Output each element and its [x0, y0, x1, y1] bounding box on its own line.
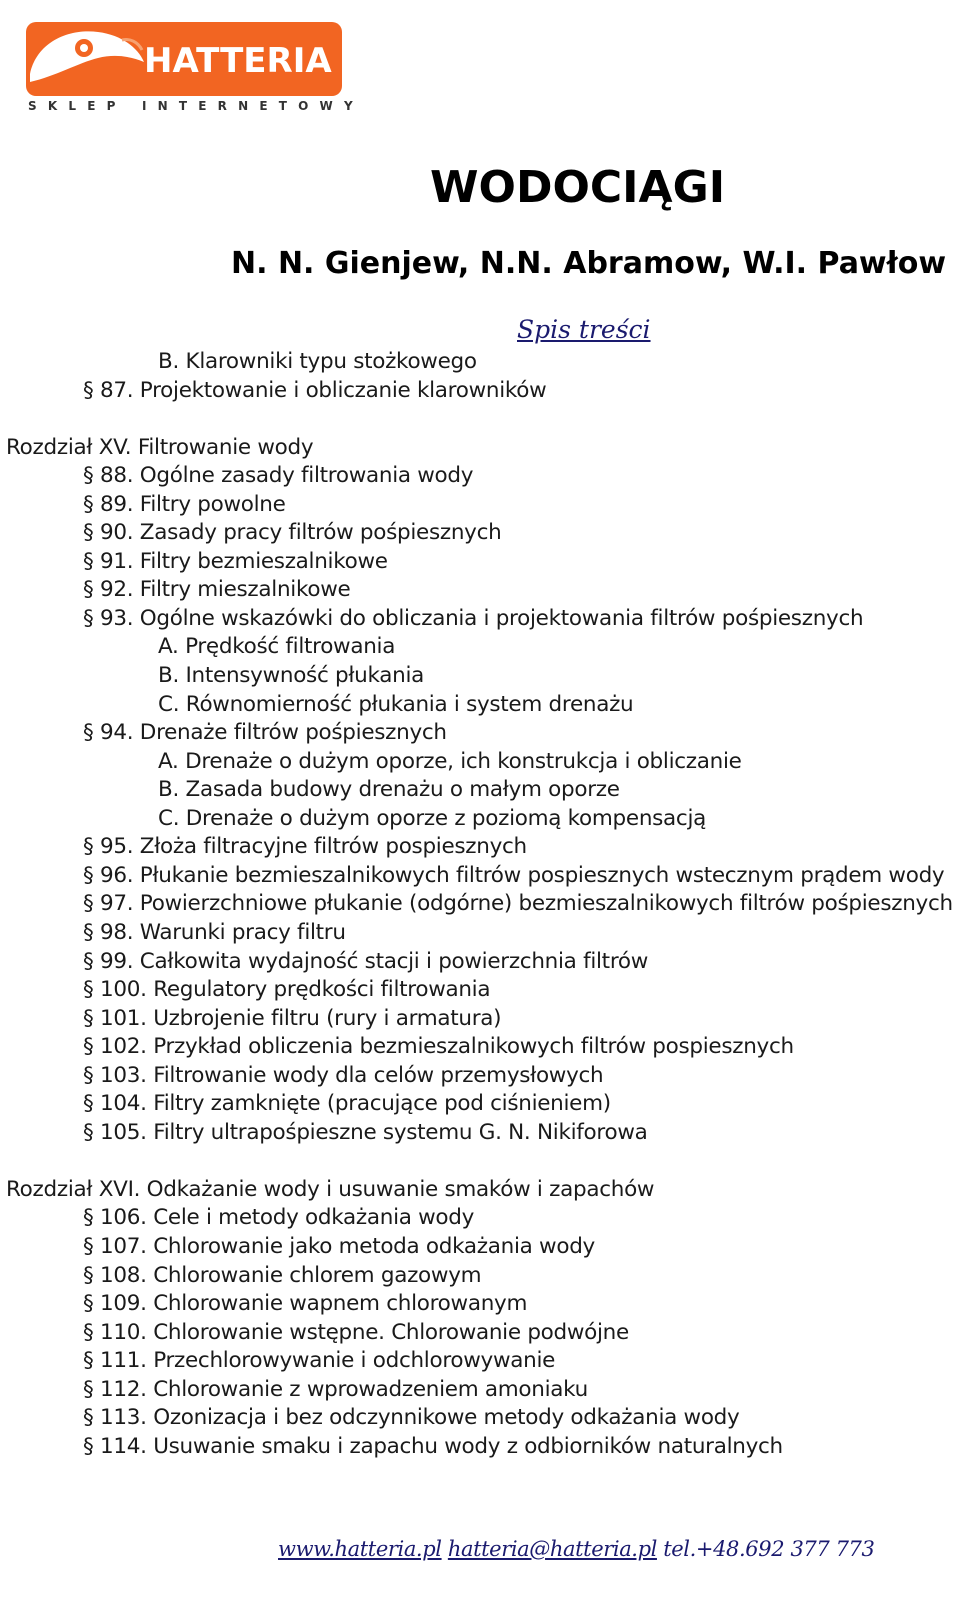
document-authors: N. N. Gienjew, N.N. Abramow, W.I. Pawłow: [231, 246, 947, 281]
toc-entry-section: § 96. Płukanie bezmieszalnikowych filtrów pospiesznych wstecznym prądem wody: [83, 863, 945, 888]
toc-entry-section: § 114. Usuwanie smaku i zapachu wody z odbiorników naturalnych: [83, 1434, 783, 1459]
toc-entry-section: § 101. Uzbrojenie filtru (rury i armatura): [83, 1006, 502, 1031]
toc-entry-chapter: Rozdział XVI. Odkażanie wody i usuwanie smaków i zapachów: [6, 1177, 655, 1202]
phone-number: tel.+48.692 377 773: [663, 1537, 875, 1561]
email-link[interactable]: hatteria@hatteria.pl: [447, 1537, 657, 1561]
toc-entry-section: § 99. Całkowita wydajność stacji i powierzchnia filtrów: [83, 949, 649, 974]
toc-entry-section: § 113. Ozonizacja i bez odczynnikowe metody odkażania wody: [83, 1405, 740, 1430]
toc-entry-section: § 104. Filtry zamknięte (pracujące pod ciśnieniem): [83, 1091, 611, 1116]
toc-entry-section: § 103. Filtrowanie wody dla celów przemysłowych: [83, 1063, 604, 1088]
document-title: WODOCIĄGI: [430, 162, 726, 213]
toc-entry-section: § 105. Filtry ultrapośpieszne systemu G. N. Nikiforowa: [83, 1120, 648, 1145]
toc-entry-section: § 87. Projektowanie i obliczanie klarowników: [83, 378, 547, 403]
website-link[interactable]: www.hatteria.pl: [278, 1537, 442, 1561]
toc-entry-section: § 89. Filtry powolne: [83, 492, 286, 517]
page-footer: [278, 1534, 874, 1564]
toc-entry-section: § 98. Warunki pracy filtru: [83, 920, 346, 945]
toc-entry-section: § 106. Cele i metody odkażania wody: [83, 1205, 475, 1230]
toc-entry-section: § 107. Chlorowanie jako metoda odkażania wody: [83, 1234, 595, 1259]
toc-entry-chapter: Rozdział XV. Filtrowanie wody: [6, 435, 314, 460]
logo-wordmark: HATTERIA: [144, 41, 332, 81]
toc-entry-section: § 92. Filtry mieszalnikowe: [83, 577, 351, 602]
toc-entry-section: § 110. Chlorowanie wstępne. Chlorowanie podwójne: [83, 1320, 629, 1345]
toc-entry-section: § 90. Zasady pracy filtrów pośpiesznych: [83, 520, 502, 545]
toc-entry-sub: A. Prędkość filtrowania: [158, 634, 396, 659]
toc-entry-section: § 108. Chlorowanie chlorem gazowym: [83, 1263, 482, 1288]
toc-entry-section: § 102. Przykład obliczenia bezmieszalnikowych filtrów pospiesznych: [83, 1034, 794, 1059]
toc-entry-sub: B. Klarowniki typu stożkowego: [158, 349, 477, 374]
logo-tagline: SKLEP INTERNETOWY: [28, 99, 364, 113]
toc-entry-sub: C. Drenaże o dużym oporze z poziomą kompensacją: [158, 806, 706, 831]
toc-entry-section: § 88. Ogólne zasady filtrowania wody: [83, 463, 474, 488]
toc-entry-sub: B. Intensywność płukania: [158, 663, 425, 688]
toc-entry-section: § 95. Złoża filtracyjne filtrów pospiesznych: [83, 834, 527, 859]
toc-entry-section: § 97. Powierzchniowe płukanie (odgórne) bezmieszalnikowych filtrów pośpiesznych: [83, 891, 953, 916]
toc-heading: Spis treści: [517, 315, 651, 344]
toc-entry-section: § 109. Chlorowanie wapnem chlorowanym: [83, 1291, 528, 1316]
toc-entry-section: § 94. Drenaże filtrów pośpiesznych: [83, 720, 447, 745]
toc-entry-section: § 100. Regulatory prędkości filtrowania: [83, 977, 491, 1002]
toc-entry-sub: B. Zasada budowy drenażu o małym oporze: [158, 777, 620, 802]
toc-entry-section: § 112. Chlorowanie z wprowadzeniem amoniaku: [83, 1377, 588, 1402]
toc-entry-section: § 111. Przechlorowywanie i odchlorowywanie: [83, 1348, 556, 1373]
toc-entry-sub: C. Równomierność płukania i system drenażu: [158, 692, 634, 717]
toc-entry-section: § 93. Ogólne wskazówki do obliczania i projektowania filtrów pośpiesznych: [83, 606, 864, 631]
toc-entry-section: § 91. Filtry bezmieszalnikowe: [83, 549, 388, 574]
toc-entry-sub: A. Drenaże o dużym oporze, ich konstrukcja i obliczanie: [158, 749, 742, 774]
